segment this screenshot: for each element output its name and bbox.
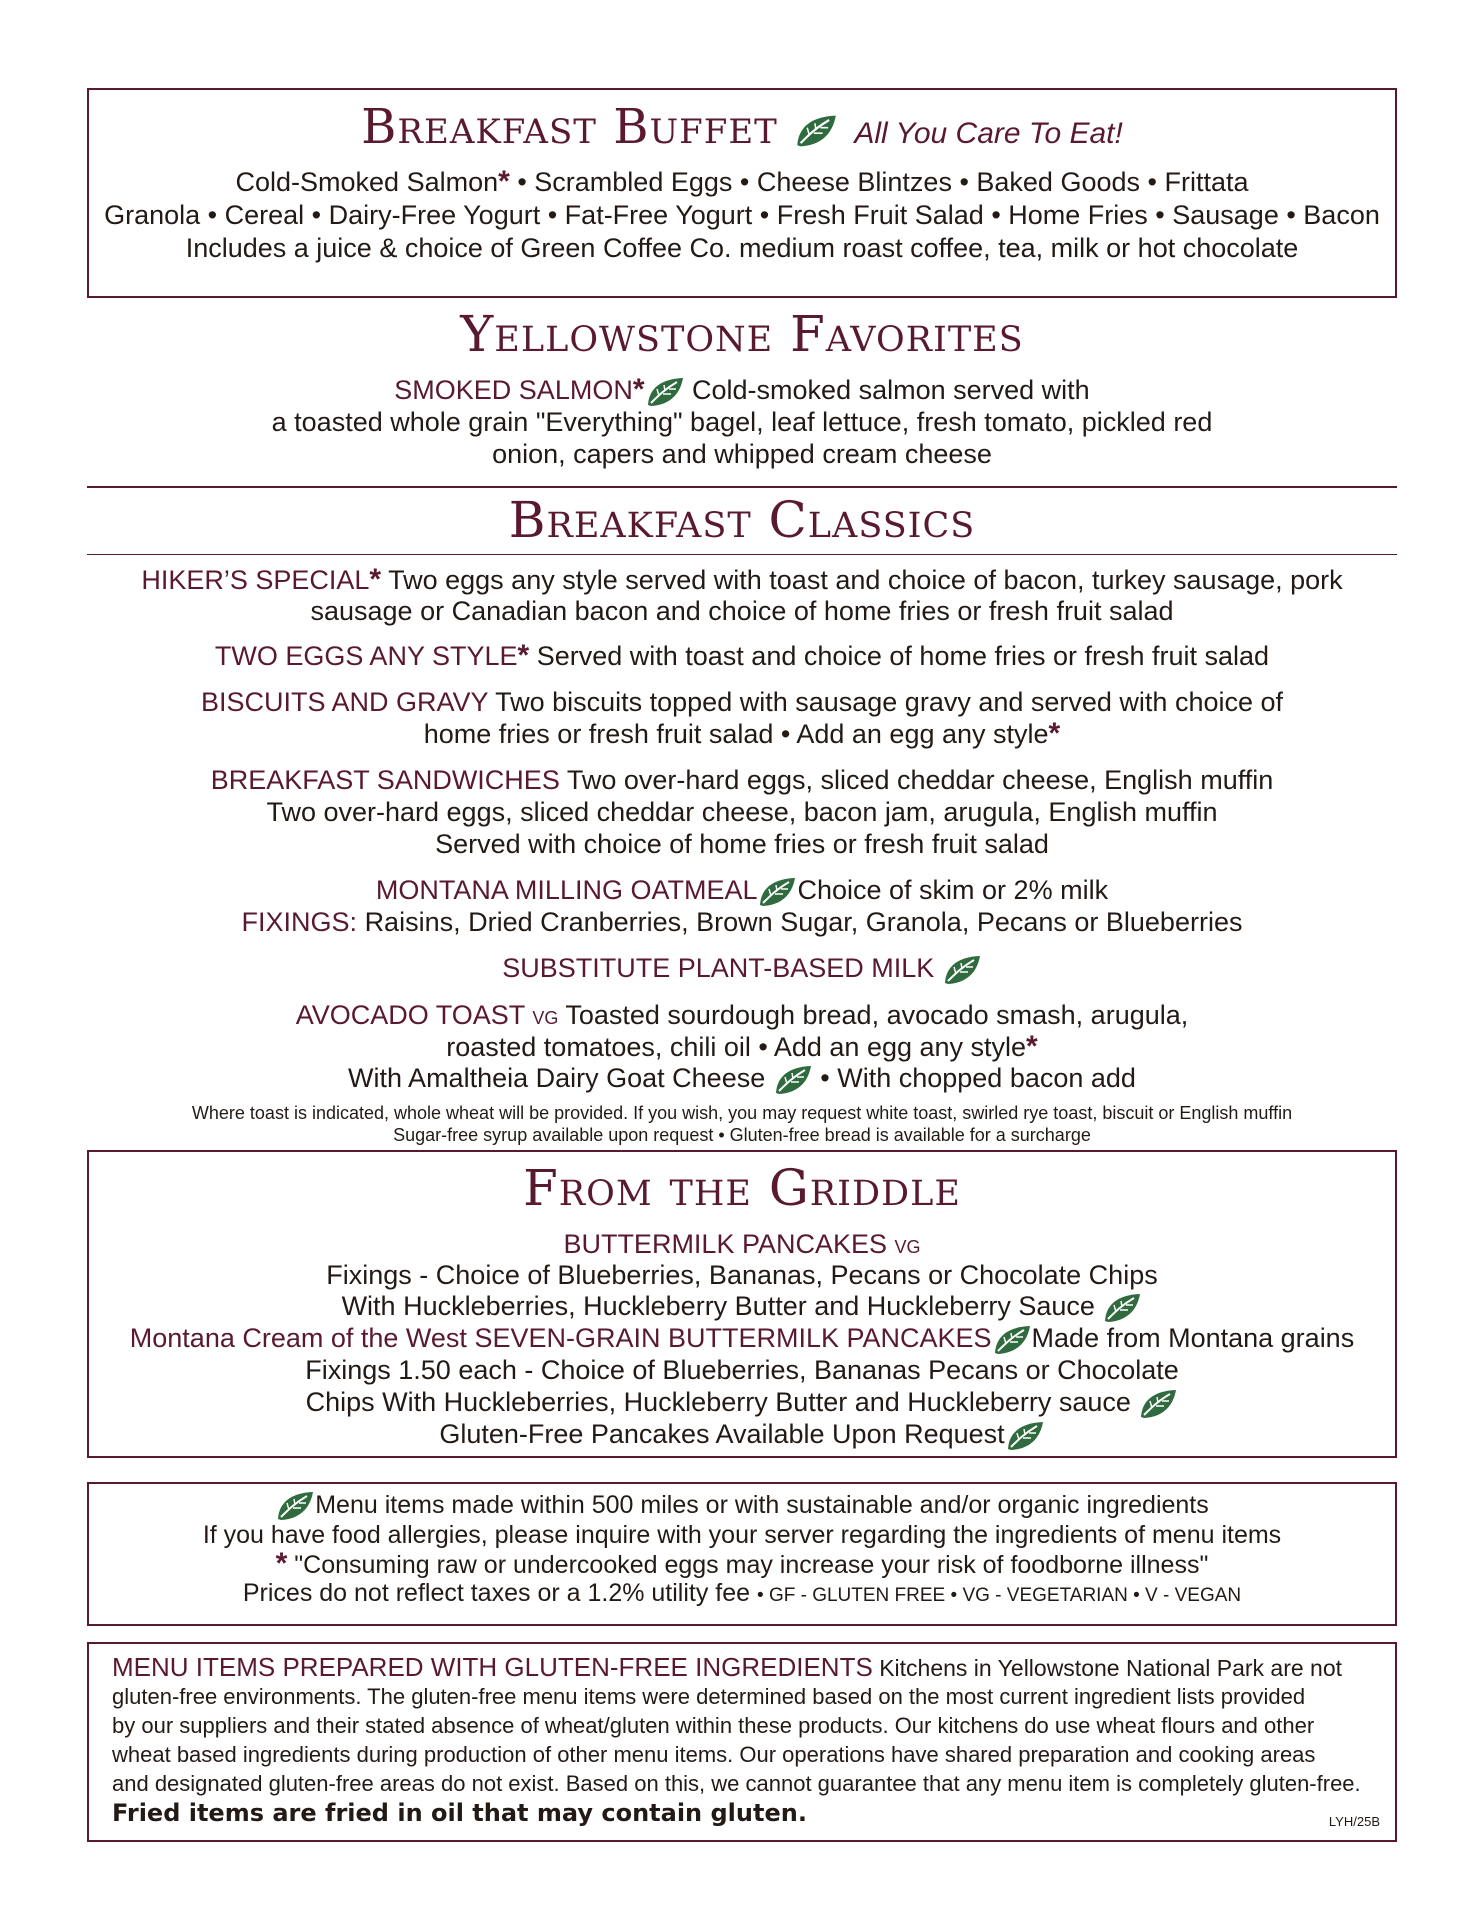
seven-grain-fixings-1: Fixings 1.50 each - Choice of Blueberries, Bananas Pecans or Chocolate	[305, 1355, 1179, 1385]
gluten-notice-heading: MENU ITEMS PREPARED WITH GLUTEN-FREE INGREDIENTS	[112, 1652, 873, 1682]
favorites-item-line-2: a toasted whole grain "Everything" bagel, leaf lettuce, fresh tomato, pickled red	[271, 407, 1213, 437]
plant-milk-line	[87, 952, 1397, 986]
buffet-title: Breakfast Buffet	[361, 99, 778, 155]
pancakes-line	[87, 1228, 1397, 1263]
avocado-line-2: roasted tomatoes, chili oil • Add an egg any style*	[446, 1030, 1038, 1063]
sandwiches-line-2: Two over-hard eggs, sliced cheddar cheese, bacon jam, arugula, English muffin	[266, 797, 1218, 827]
gluten-free-pancakes-line: Gluten-Free Pancakes Available Upon Request	[87, 1418, 1397, 1452]
legend-leaf-line: Menu items made within 500 miles or with sustainable and/or organic ingredients	[87, 1490, 1397, 1522]
fried-warning: Fried items are fried in oil that may contain gluten.	[112, 1799, 807, 1827]
gluten-notice-line-4: wheat based ingredients during production of other menu items. Our operations have shared preparation and cooking areas	[112, 1742, 1316, 1767]
gluten-notice-line-5: and designated gluten-free areas do not exist. Based on this, we cannot guarantee that any menu item is completely gluten-free.	[112, 1771, 1361, 1796]
oatmeal-line: MONTANA MILLING OATMEAL Choice of skim or 2% milk	[87, 874, 1397, 908]
griddle-heading: From the Griddle	[523, 1159, 961, 1217]
sustainable-leaf-icon	[1138, 1388, 1178, 1420]
syrup-note: Sugar-free syrup available upon request • Gluten-free bread is available for a surcharge	[393, 1125, 1091, 1145]
fixings-line: FIXINGS: Raisins, Dried Cranberries, Brown Sugar, Granola, Pecans or Blueberries	[241, 907, 1243, 937]
avocado-line-3: With Amaltheia Dairy Goat Cheese • With chopped bacon add	[87, 1062, 1397, 1096]
vegetarian-tag: VG	[894, 1237, 921, 1257]
favorites-item-line-3: onion, capers and whipped cream cheese	[492, 439, 992, 469]
diet-codes: • GF - GLUTEN FREE • VG - VEGETARIAN • V - VEGAN	[757, 1585, 1242, 1606]
buffet-tagline: All You Care To Eat!	[854, 117, 1123, 150]
biscuits-line-2: home fries or fresh fruit salad • Add an egg any style*	[423, 717, 1061, 750]
undercooked-asterisk-icon: *	[517, 639, 530, 672]
buffet-heading	[87, 98, 1397, 163]
biscuits-line-1: BISCUITS AND GRAVY Two biscuits topped with sausage gravy and served with choice of	[200, 687, 1284, 717]
sustainable-leaf-icon	[942, 954, 982, 986]
hikers-line-1: HIKER’S SPECIAL* Two eggs any style served with toast and choice of bacon, turkey sausage, pork	[141, 563, 1343, 596]
pancakes-fixings-2: With Huckleberries, Huckleberry Butter and Huckleberry Sauce	[87, 1290, 1397, 1324]
seven-grain-fixings-2: Chips With Huckleberries, Huckleberry Butter and Huckleberry sauce	[87, 1386, 1397, 1420]
undercooked-asterisk-icon: *	[1048, 717, 1061, 750]
avocado-toast-name: AVOCADO TOAST	[295, 1000, 525, 1030]
avocado-line-1: AVOCADO TOAST VG Toasted sourdough bread, avocado smash, arugula,	[295, 1000, 1189, 1030]
legend-consuming-line: * "Consuming raw or undercooked eggs may increase your risk of foodborne illness"	[275, 1547, 1209, 1580]
seven-grain-line: Montana Cream of the West SEVEN-GRAIN BUTTERMILK PANCAKES Made from Montana grains	[87, 1322, 1397, 1356]
toast-note: Where toast is indicated, whole wheat will be provided. If you wish, you may request white toast, swirled rye toast, biscuit or English muffin	[191, 1103, 1293, 1123]
undercooked-asterisk-icon: *	[275, 1547, 288, 1580]
divider	[87, 554, 1397, 555]
sustainable-leaf-icon	[773, 1064, 813, 1096]
undercooked-asterisk-icon: *	[632, 373, 645, 406]
undercooked-asterisk-icon: *	[369, 563, 382, 596]
gluten-notice-fried-line	[112, 1799, 1380, 1828]
sandwiches-line-1: BREAKFAST SANDWICHES Two over-hard eggs, sliced cheddar cheese, English muffin	[210, 765, 1274, 795]
plant-milk-name: SUBSTITUTE PLANT-BASED MILK	[502, 953, 935, 983]
buffet-line-1: Cold-Smoked Salmon* • Scrambled Eggs • Cheese Blintzes • Baked Goods • Frittata	[235, 165, 1249, 198]
favorites-heading: Yellowstone Favorites	[460, 305, 1024, 363]
divider	[87, 486, 1397, 488]
sandwiches-name: BREAKFAST SANDWICHES	[210, 765, 560, 795]
sustainable-leaf-icon	[275, 1490, 315, 1522]
seven-grain-pancakes-name: Montana Cream of the West SEVEN-GRAIN BUTTERMILK PANCAKES	[129, 1323, 992, 1353]
buffet-line-2: Granola • Cereal • Dairy-Free Yogurt • Fat-Free Yogurt • Fresh Fruit Salad • Home Fries • Sausage • Bacon	[104, 200, 1380, 230]
fixings-label: FIXINGS:	[241, 907, 358, 937]
buttermilk-pancakes-name: BUTTERMILK PANCAKES	[563, 1229, 888, 1259]
gluten-notice-line-2: gluten-free environments. The gluten-free menu items were determined based on the most current ingredient lists provided	[112, 1684, 1306, 1709]
sustainable-leaf-icon	[794, 113, 838, 149]
oatmeal-name: MONTANA MILLING OATMEAL	[375, 875, 758, 905]
two-eggs-name: TWO EGGS ANY STYLE	[214, 641, 518, 671]
sandwiches-line-3: Served with choice of home fries or fresh fruit salad	[435, 829, 1049, 859]
vegetarian-tag: VG	[532, 1008, 559, 1028]
sustainable-leaf-icon	[645, 376, 685, 408]
hikers-special-name: HIKER’S SPECIAL	[141, 565, 370, 595]
buffet-line-3: Includes a juice & choice of Green Coffee Co. medium roast coffee, tea, milk or hot chocolate	[185, 233, 1299, 263]
pancakes-fixings-1: Fixings - Choice of Blueberries, Bananas, Pecans or Chocolate Chips	[326, 1260, 1158, 1290]
classics-heading: Breakfast Classics	[508, 491, 976, 549]
sustainable-leaf-icon	[1005, 1420, 1045, 1452]
legend-prices-line: Prices do not reflect taxes or a 1.2% utility fee • GF - GLUTEN FREE • VG - VEGETARIAN • V - VEGAN	[242, 1579, 1242, 1607]
undercooked-asterisk-icon: *	[498, 165, 510, 198]
undercooked-asterisk-icon: *	[1026, 1030, 1038, 1063]
sustainable-leaf-icon	[1102, 1292, 1142, 1324]
sustainable-leaf-icon	[992, 1324, 1032, 1356]
hikers-line-2: sausage or Canadian bacon and choice of home fries or fresh fruit salad	[310, 596, 1174, 626]
two-eggs-line: TWO EGGS ANY STYLE* Served with toast and choice of home fries or fresh fruit salad	[214, 639, 1270, 672]
smoked-salmon-name: SMOKED SALMON	[394, 375, 633, 405]
biscuits-name: BISCUITS AND GRAVY	[200, 687, 489, 717]
favorites-item-line-1: SMOKED SALMON* Cold-smoked salmon served with	[394, 373, 1090, 406]
gluten-notice-line-3: by our suppliers and their stated absence of wheat/gluten within these products. Our kitchens do use wheat flours and other	[112, 1713, 1315, 1738]
menu-code: LYH/25B	[1328, 1814, 1380, 1829]
gluten-notice-line-1: MENU ITEMS PREPARED WITH GLUTEN-FREE INGREDIENTS Kitchens in Yellowstone National Park are not	[112, 1652, 1343, 1682]
legend-allergy-line: If you have food allergies, please inquire with your server regarding the ingredients of menu items	[202, 1521, 1282, 1549]
sustainable-leaf-icon	[757, 876, 797, 908]
